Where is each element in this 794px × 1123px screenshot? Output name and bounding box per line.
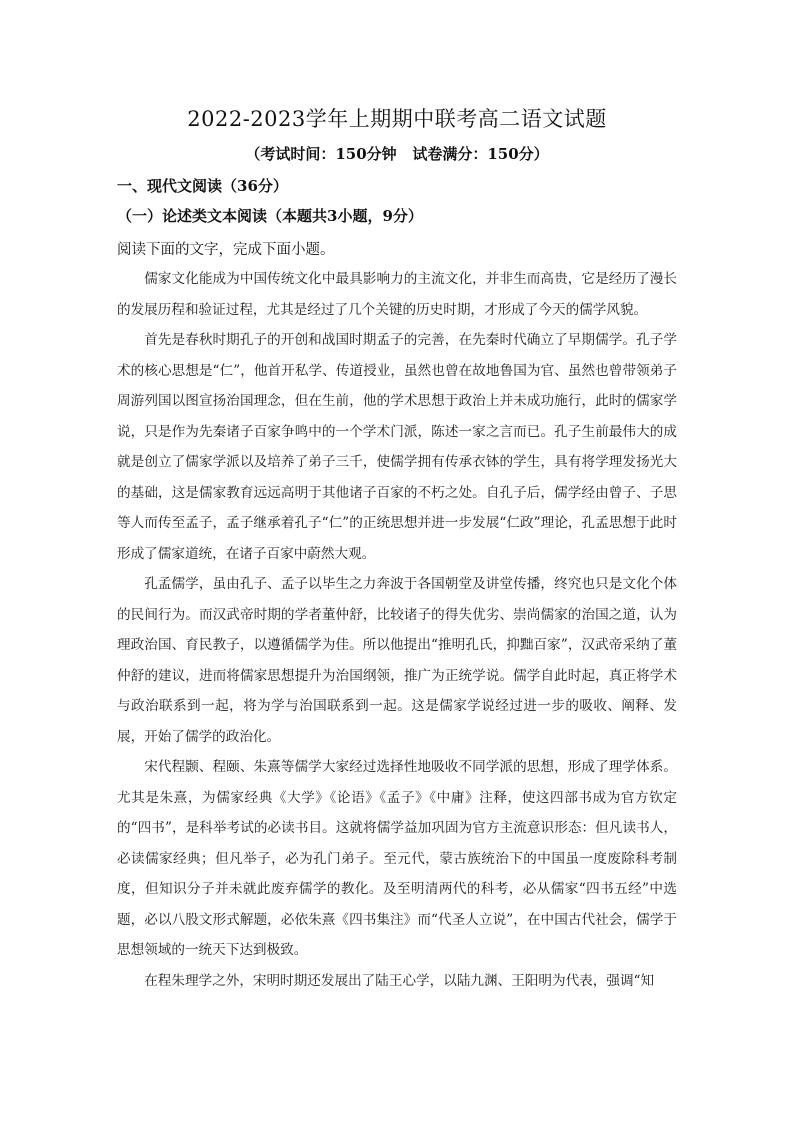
exam-info: （考试时间：150分钟 试卷满分：150分） xyxy=(245,145,549,163)
page-title: 2022-2023学年上期期中联考高二语文试题 xyxy=(187,107,607,131)
passage-paragraph: 宋代程颢、程颐、朱熹等儒学大家经过选择性地吸收不同学派的思想，形成了理学体系。尤其是朱熹，为儒家经典《大学》《论语》《孟子》《中庸》注释，使这四部书成为官方钦定的“四书”，是科举考试的必读书目。这就将儒学益加巩固为官方主流意识形态：但凡读书人，必读儒家经典；但凡举子，必为孔门弟子。至元代，蒙古族统治下的中国虽一度废除科考制度，但知识分子并未就此废弃儒学的教化。及至明清两代的科考，必从儒家“四书五经”中选题，必以八股文形式解题，必依朱熹《四书集注》而“代圣人立说”，在中国古代社会，儒学于思想领域的一统天下达到极致。 xyxy=(117,759,677,958)
subsection-heading: （一）论述类文本阅读（本题共3小题，9分） xyxy=(117,207,423,225)
reading-passage xyxy=(117,264,677,996)
section-heading: 一、现代文阅读（36分） xyxy=(117,177,288,195)
passage-paragraph: 在程朱理学之外，宋明时期还发展出了陆王心学，以陆九渊、王阳明为代表，强调“知 xyxy=(144,972,655,989)
passage-paragraph: 孔孟儒学，虽由孔子、孟子以毕生之力奔波于各国朝堂及讲堂传播，终究也只是文化个体的民间行为。而汉武帝时期的学者董仲舒，比较诸子的得失优劣、崇尚儒家的治国之道，认为理政治国、育民教子，以遵循儒学为佳。所以他提出“推明孔氏，抑黜百家”，汉武帝采纳了董仲舒的建议，进而将儒家思想提升为治国纲领，推广为正统学说。儒学自此时起，真正将学术与政治联系到一起，将为学与治国联系到一起。这是儒家学说经过进一步的吸收、阐释、发展，开始了儒学的政治化。 xyxy=(117,576,677,745)
reading-instruction: 阅读下面的文字，完成下面小题。 xyxy=(117,242,335,258)
passage-paragraph: 首先是春秋时期孔子的开创和战国时期孟子的完善，在先秦时代确立了早期儒学。孔子学术的核心思想是“仁”，他首开私学、传道授业，虽然也曾在故地鲁国为官、虽然也曾带领弟子周游列国以图宣扬治国理念，但在生前，他的学术思想于政治上并未成功施行，此时的儒家学说，只是作为先秦诸子百家争鸣中的一个学术门派，陈述一家之言而已。孔子生前最伟大的成就是创立了儒家学派以及培养了弟子三千，使儒学拥有传承衣钵的学生，具有将学理发扬光大的基础，这是儒家教育远远高明于其他诸子百家的不朽之处。自孔子后，儒学经由曾子、子思等人而传至孟子，孟子继承着孔子“仁”的正统思想并进一步发展“仁政”理论，孔孟思想于此时形成了儒家道统，在诸子百家中蔚然大观。 xyxy=(117,332,677,562)
passage-paragraph: 儒家文化能成为中国传统文化中最具影响力的主流文化，并非生而高贵，它是经历了漫长的发展历程和验证过程，尤其是经过了几个关键的历史时期，才形成了今天的儒学风貌。 xyxy=(117,271,677,318)
